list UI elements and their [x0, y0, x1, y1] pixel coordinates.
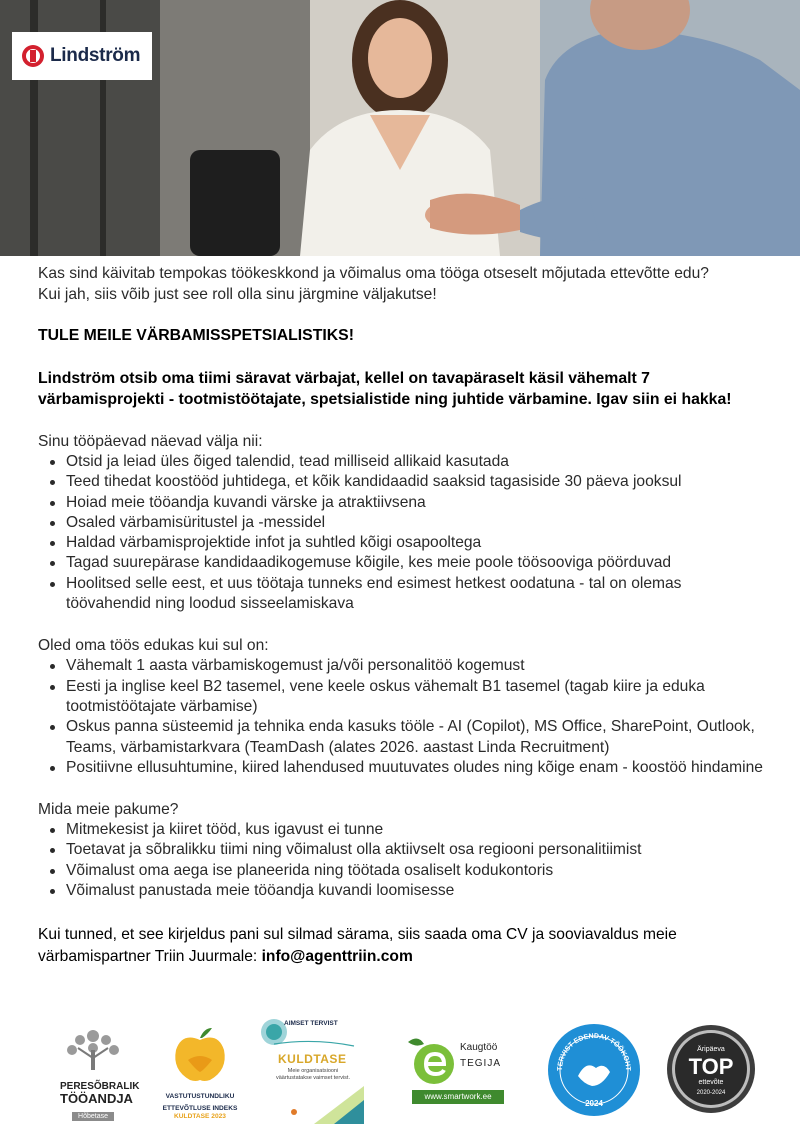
badge-b4-web: www.smartwork.ee [412, 1090, 504, 1104]
list-item: Oskus panna süsteemid ja tehnika enda kasuks tööle - AI (Copilot), MS Office, SharePoint, Outlook, Teams, värbamistarkvara (TeamDash (alates 2026. aastast Linda Recruitment) [48, 717, 768, 758]
golden-apple-icon [158, 1026, 242, 1084]
badge-family-friendly-employer [60, 1028, 140, 1123]
list-item: Positiivne ellusuhtumine, kiired lahendused muutuvates oludes ning kõige enam - koostöö hindamine [48, 758, 768, 778]
job-ad-content [38, 263, 768, 968]
closing-paragraph [38, 924, 758, 968]
list-item: Võimalust oma aega ise planeerida ning töötada osaliselt kodukontoris [48, 861, 768, 881]
offer-list [48, 820, 768, 901]
list-item: Vähemalt 1 aasta värbamiskogemust ja/või personalitöö kogemust [48, 656, 768, 676]
logo-text: Lindström [50, 45, 141, 66]
badge-b6-mid: ettevõte [698, 1079, 724, 1086]
list-item: Otsid ja leiad üles õiged talendid, tead milliseid allikaid kasutada [48, 452, 768, 472]
intro-line-1: Kas sind käivitab tempokas töökeskkond ja võimalus oma tööga otseselt mõjutada ettevõtte edu? [38, 265, 709, 282]
badge-b2-line2: ETTEVÕTLUSE INDEKS [162, 1105, 238, 1112]
badge-responsible-business-index [158, 1026, 242, 1121]
duties-title: Sinu tööpäevad näevad välja nii: [38, 433, 263, 450]
family-tree-icon [60, 1028, 126, 1072]
closing-text: Kui tunned, et see kirjeldus pani sul silmad särama, siis saada oma CV ja sooviavaldus meie värbamispartner Triin Juurmale: [38, 926, 677, 966]
requirements-section [38, 636, 768, 778]
badge-b3-ring: AIMSET TERVIST [284, 1020, 338, 1027]
list-item: Hoiad meie tööandja kuvandi värske ja atraktiivsena [48, 493, 768, 513]
intro-line-2: Kui jah, siis võib just see roll olla sinu järgmine väljakutse! [38, 286, 437, 303]
e-leaf-icon [402, 1034, 458, 1088]
badge-b1-line1: PERESÕBRALIK [60, 1081, 140, 1092]
intro [38, 263, 768, 305]
lindstrom-logo-icon [22, 45, 44, 67]
badge-b1-line3: Hõbetase [72, 1112, 114, 1121]
badge-b2-line3: KULDTASE 2023 [174, 1113, 226, 1120]
badge-aripaeva-top [666, 1024, 756, 1114]
list-item: Mitmekesist ja kiiret tööd, kus igavust ei tunne [48, 820, 768, 840]
list-item: Haldad värbamisprojektide infot ja suhtled kõigi osapooltega [48, 533, 768, 553]
badge-b3-level: KULDTASE [278, 1052, 347, 1066]
badge-b4-line2: TEGIJA [460, 1058, 502, 1069]
offer-section [38, 800, 768, 901]
hero-photo [0, 0, 800, 256]
duties-section [38, 432, 768, 614]
list-item: Osaled värbamisüritustel ja -messidel [48, 513, 768, 533]
list-item: Eesti ja inglise keel B2 tasemel, vene keele oskus vähemalt B1 tasemel (tagab kiire ja eduka tootmistöötajate värbamise) [48, 677, 768, 718]
badge-b1-line2: TÖÖANDJA [60, 1091, 133, 1106]
badge-b6-top: Äripäeva [697, 1046, 725, 1053]
health-workplace-seal-icon [546, 1022, 642, 1118]
list-item: Tagad suurepärase kandidaadikogemuse kõigile, kes meie poole töösooviga pöörduvad [48, 553, 768, 573]
badge-b2-line1: VASTUTUSTUNDLIKU [165, 1093, 235, 1100]
badge-b6-big: TOP [688, 1054, 734, 1079]
contact-email-link[interactable]: info@agenttriin.com [261, 948, 413, 966]
badge-b5-year: 2024 [585, 1099, 603, 1108]
badge-remote-work [400, 1034, 508, 1106]
requirements-list [48, 656, 768, 778]
badge-b4-line1: Kaugtöö [460, 1042, 498, 1053]
list-item: Võimalust panustada meie tööandja kuvandi loomisesse [48, 881, 768, 901]
page-title: TULE MEILE VÄRBAMISSPETSIALISTIKS! [38, 327, 354, 344]
list-item: Hoolitsed selle eest, et uus töötaja tunneks end esimest hetkest oodatuna - tal on olemas töövahendid ning loodud sisseelamiskava [48, 574, 768, 615]
list-item: Teed tihedat koostööd juhtidega, et kõik kandidaadid saaksid tagasiside 30 päeva jooksul [48, 472, 768, 492]
lead-paragraph: Lindström otsib oma tiimi säravat värbajat, kellel on tavapäraselt käsil vähemalt 7 värbamisprojekti - tootmistöötajate, spetsialistide ning juhtide värbamine. Igav siin ei hakka! [38, 370, 732, 408]
list-item: Toetavat ja sõbralikku tiimi ning võimalust olla aktiivselt osa regiooni personalitiimist [48, 840, 768, 860]
requirements-title: Oled oma töös edukas kui sul on: [38, 637, 269, 655]
badge-b6-years: 2020-2024 [696, 1090, 726, 1096]
badge-health-promoting-workplace [546, 1022, 642, 1118]
award-badges [40, 1016, 770, 1126]
company-logo [12, 32, 152, 80]
badge-b3-sub: Meie organisatsiooni väärtustatakse vaimset tervist. [276, 1068, 350, 1081]
badge-mental-health-gold [254, 1016, 364, 1124]
duties-list [48, 452, 768, 614]
offer-title: Mida meie pakume? [38, 801, 179, 819]
top-company-seal-icon [666, 1024, 756, 1114]
badge-b5-ring: TERVIST EDENDAV TÖÖKOHT [556, 1032, 632, 1072]
